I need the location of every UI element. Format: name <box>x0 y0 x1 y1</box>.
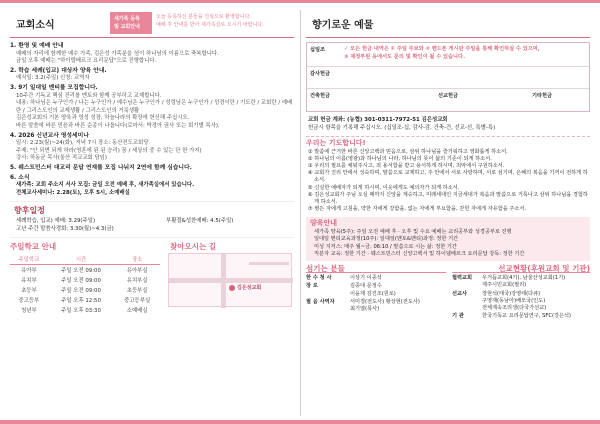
news-item <box>10 43 294 66</box>
nurture-item: 세가족 양육(5주): 주일 오전 예배 후 · 오후 및 수요 예배는 교리공부와 성경공부로 진행 <box>314 229 512 236</box>
news-item-body: 바른 말씀에 바른 믿음과 바른 순종이 나옵니다(로마서: 박경아 권사 또는 회기별 목사). <box>16 122 220 129</box>
news-item <box>10 133 294 163</box>
table-cell: 중고등부 <box>18 298 40 305</box>
note-line: 오늘 등록하신 분들을 진심으로 환영합니다. <box>156 14 251 20</box>
table-cell: 유아부실 <box>126 268 148 275</box>
new-family-badge <box>110 12 152 34</box>
divider-line <box>10 201 294 202</box>
news-item-heading: 4. 2026 신년교사 영성세미나 <box>10 132 89 139</box>
news-item-body: 강사: 하동균 목사(울산 적교교회 담임) <box>16 155 107 162</box>
page-title-offering: 향기로운 예물 <box>312 20 374 31</box>
nurture-title: 양육안내 <box>310 218 338 227</box>
servant-names: 서미경(전도사) 황상현(전도사) 최기열(목사) <box>350 298 420 312</box>
table-cell: 주일 오후 12:50 <box>61 298 101 305</box>
map-church-label: 김은성교회 <box>237 285 262 292</box>
table-cell: 주일 오전 09:00 <box>61 278 101 285</box>
servant-role: 한 수 청 사 <box>306 275 332 282</box>
col-header: 주일학교 <box>10 254 48 265</box>
servant-row <box>306 275 446 282</box>
tithe-note-line: ✓ 모든 헌금 내역은 ① 주일 주보와 ② 핸드폰 게시판 주일을 통해 확인하실 수 있으며, <box>344 46 540 52</box>
mission-row <box>452 291 590 313</box>
mission-value: 우거듭교회(4기), 남울산성교회(1기) 제주시민교회(필리) <box>482 275 566 289</box>
mission-kind: 선교사 <box>452 290 468 297</box>
table-header-row <box>10 254 160 265</box>
news-item-heading: 3. 9기 일대일 멘티를 모집합니다. <box>10 84 98 91</box>
news-item-body: 주제: "안 되면 되게 하라(영혼에 된 된 승리) 꿈 / 세상의 중 수 있는 단 한 가지) <box>16 147 202 154</box>
table-cell: 주일 오후 03:30 <box>61 308 101 315</box>
prayer-item: ⑦ 병든 자에게 고침을, 약한 자에게 강함을, 없는 자에게 부요함을, 갇힌 자에게 자유함을 주소서. <box>308 205 527 212</box>
location-map[interactable] <box>168 253 292 307</box>
news-item-body: 새가족: 교회 주소지 서사 모집: 금일 오전 예배 후, 새가족실에서 있습니다. <box>16 182 195 189</box>
offering-row-other <box>307 89 589 111</box>
account-line: 헌금시 항목을 기록해 주십시오. (십일조-십, 감사-감, 건축-건, 선교-선, 특별-특) <box>308 125 496 131</box>
news-item-body: 예식일: 3.2(주일) 신청: 교역자 <box>16 75 90 82</box>
prayer-title: 우리는 기도합니다! <box>306 139 366 147</box>
prayer-item: ③ 우리의 필요를 채워주시고, 죄 용서함을 받고 용서하게 하시며, 죄악에서 구원하소서. <box>308 163 505 170</box>
table-cell: 주일 오전 09:00 <box>61 288 101 295</box>
nurture-item: 미성 지저스: 매주 월~금, 06:10 / 말씀으로 시는 삶: 정한 기간 <box>314 243 457 250</box>
prayer-item: ② 하나님의 이름(영광)과 하나님의 나라, 하나님의 뜻이 삶의 기준이 되게 하소서. <box>308 156 492 163</box>
news-item-heading: 6. 소식 <box>10 174 30 181</box>
prayer-item: ① 말씀에 근거한 바른 신앙고백과 믿음으로, 삼위 하나님을 즐거워하고 영화롭게 하소서. <box>308 149 508 156</box>
table-cell: 유치부 <box>21 278 37 285</box>
sunday-school-table <box>10 254 160 315</box>
servants-title: 섬기는 분들 <box>306 265 446 273</box>
table-cell: 유아부 <box>21 268 37 275</box>
news-item-body: 10주간 기독교 핵심 진리를 멘토와 함께 공부하고 교제합니다. <box>16 92 162 99</box>
mission-value: 장현석(태국)강영태(다큐) 구영재(동남아)배모국(인도) 전체계속조리생(다국가선교) <box>482 290 547 311</box>
schedule-heading: 향후일정 <box>14 206 45 216</box>
offering-label: 십일조 <box>310 47 326 53</box>
table-cell: 유치부실 <box>126 278 148 285</box>
servant-names: 김종대 문정수 이윤재 김진조(원로) <box>350 283 396 297</box>
news-item-body: 김은성교회의 기본 양육과 영성 성장, 하늘나라의 확장에 헌신해 주십시오. <box>16 115 190 122</box>
nurture-item: 직분자 교육: 정한 기간 · 웨스트민스터 신앙고백서 및 하이델베르크 요리문답 강독: 정한 기간 <box>314 250 525 257</box>
table-cell: 초등부 <box>21 288 37 295</box>
prayer-item: ⑤ 신실한 예배자가 되게 하시며, 이웃에게도 예의자가 되게 하소서. <box>308 184 460 191</box>
badge-text: 새가족 등록 및 교회안내 <box>114 16 140 30</box>
news-item-body: 금일 오후 예배는 "하이델베르크 요리문답"으로 진행합니다. <box>16 58 157 65</box>
servants-missions <box>306 265 590 321</box>
nurture-item: 일대일 멘티교육과정(10주): 일대일(멘토&멘티)과정: 정한 기간 <box>314 236 459 243</box>
tithe-note-line: ③ 재정부원 동에서도 문의 및 확인이 될 수 있습니다. <box>344 53 466 60</box>
bottom-section <box>10 241 294 315</box>
offering-label: 감사헌금 <box>310 71 331 77</box>
col-header: 시간 <box>48 254 115 265</box>
tithe-note <box>341 43 589 66</box>
news-item <box>10 85 294 131</box>
table-cell: 주일 오전 09:00 <box>61 268 101 275</box>
offering-label: 선교헌금 <box>437 93 459 99</box>
table-cell: 청년부 <box>21 308 37 315</box>
news-item-body: 일시: 2.23(월)~24(화), 저녁 7시 장소: 동산전도교회당 <box>16 140 149 147</box>
left-header <box>10 8 294 38</box>
missions-title: 선교현황(후원교회 및 기관) <box>452 265 590 273</box>
news-sections <box>10 43 294 197</box>
upcoming-schedule <box>10 218 294 233</box>
welcome-note <box>156 13 296 29</box>
news-item <box>10 175 294 198</box>
schedule-item: 세례학습, 입교) 예배: 3.29(주일) <box>16 218 96 225</box>
offering-table <box>306 42 590 112</box>
left-column <box>10 8 294 315</box>
top-accent-bar <box>0 0 600 3</box>
right-column <box>306 8 590 321</box>
right-header <box>306 8 590 38</box>
bottom-accent-bar <box>0 420 600 424</box>
news-item-heading: 1. 환영 및 예배 안내 <box>10 43 64 49</box>
news-item <box>10 68 294 83</box>
table-row <box>10 305 160 315</box>
offering-label: 기타헌금 <box>531 93 553 99</box>
col-header: 장소 <box>114 254 160 265</box>
column-divider <box>300 10 301 416</box>
offering-label: 건축헌금 <box>310 93 331 99</box>
news-item-heading: 2. 학습 세례(입교) 대상자 양육 안내. <box>10 67 107 74</box>
missions-block <box>452 265 590 321</box>
news-item-body: 전체교사세미나: 2.28(토), 오후 5시, 소예배실 <box>16 189 130 196</box>
servants-block <box>306 265 446 321</box>
mission-row <box>452 275 590 289</box>
mission-row <box>452 313 590 320</box>
news-item-heading: 5. 웨스트민스터 대교리 문답 연재를 모집 나눠지 2연에 함께 심습니다. <box>10 164 192 171</box>
schedule-item: 고난 주간 말씀사경회: 3.30(월)~4.3(금) <box>16 225 114 232</box>
nurture-box <box>306 217 590 261</box>
servant-role: 장 로 <box>306 283 318 290</box>
servant-role: 필 음 사역자 <box>306 298 335 305</box>
map-pin-icon <box>229 285 235 291</box>
servant-row <box>306 299 446 313</box>
table-row <box>10 275 160 285</box>
schedule-item: 부활절&성찬예배: 4.5(주일) <box>166 218 234 225</box>
directions-title: 찾아오시는 길 <box>170 242 217 252</box>
sunday-school-title: 주일학교 안내 <box>10 242 57 252</box>
servant-names: 이상기 이종석 <box>350 275 382 282</box>
table-row <box>10 265 160 276</box>
prayer-item: ④ 교회가 진리 안에서 성숙하며, 말씀으로 교제하고, 주 안에서 서로 사랑하며, 서로 섬기며, 은혜의 복음을 기꺼이 전하게 하소서. <box>308 170 588 184</box>
mission-kind: 기 관 <box>452 313 464 320</box>
account-line: 교회 헌금 계좌: (농협) 301-0311-7972-51 김은성교회 <box>308 117 448 123</box>
note-line: 예배 후 안내를 받아 새가족실로 오시기 바랍니다. <box>156 22 264 28</box>
servant-row <box>306 283 446 297</box>
table-row <box>10 285 160 295</box>
bank-account-info <box>308 116 590 132</box>
table-cell: 초등부실 <box>126 288 148 295</box>
news-item-body: 예배의 자리에 함께한 예수 가족, 김은성 가족분을 섬이 하나님의 이름으로 축복합니다. <box>16 50 219 57</box>
schedule-row <box>16 218 294 226</box>
offering-row-tithe <box>307 43 589 67</box>
table-cell: 소예배실 <box>126 308 148 315</box>
divider-line <box>10 237 294 238</box>
page-title-church-news: 교회소식 <box>16 20 55 31</box>
mission-value: 한국기독교 요리문답연구, SFC(강은석) <box>482 313 572 320</box>
table-cell: 중고등부실 <box>124 298 151 305</box>
news-item-body: 내용: 하나님은 누구인가 / 나는 누구인가 / 예수님은 누구인가 / 성령님은 누구인가 / 성경이란 / 기도란 / 교회란 / 예배란 / 그리스도인의 교제생활 / 그리스도인의 거룩생활 <box>16 100 293 114</box>
prayer-section <box>306 136 590 213</box>
news-item <box>10 165 294 173</box>
table-row <box>10 295 160 305</box>
mission-kind: 협력교회 <box>452 275 473 282</box>
prayer-item: ⑥ 김은성교회가 주님 오실 때까지 신앙을 계승하고, 미래세대인 지금세대가 복음과 말씀으로 거룩나고 삼위 하나님을 경험하게 하소서. <box>308 191 588 205</box>
offering-row-thanks <box>307 67 589 89</box>
